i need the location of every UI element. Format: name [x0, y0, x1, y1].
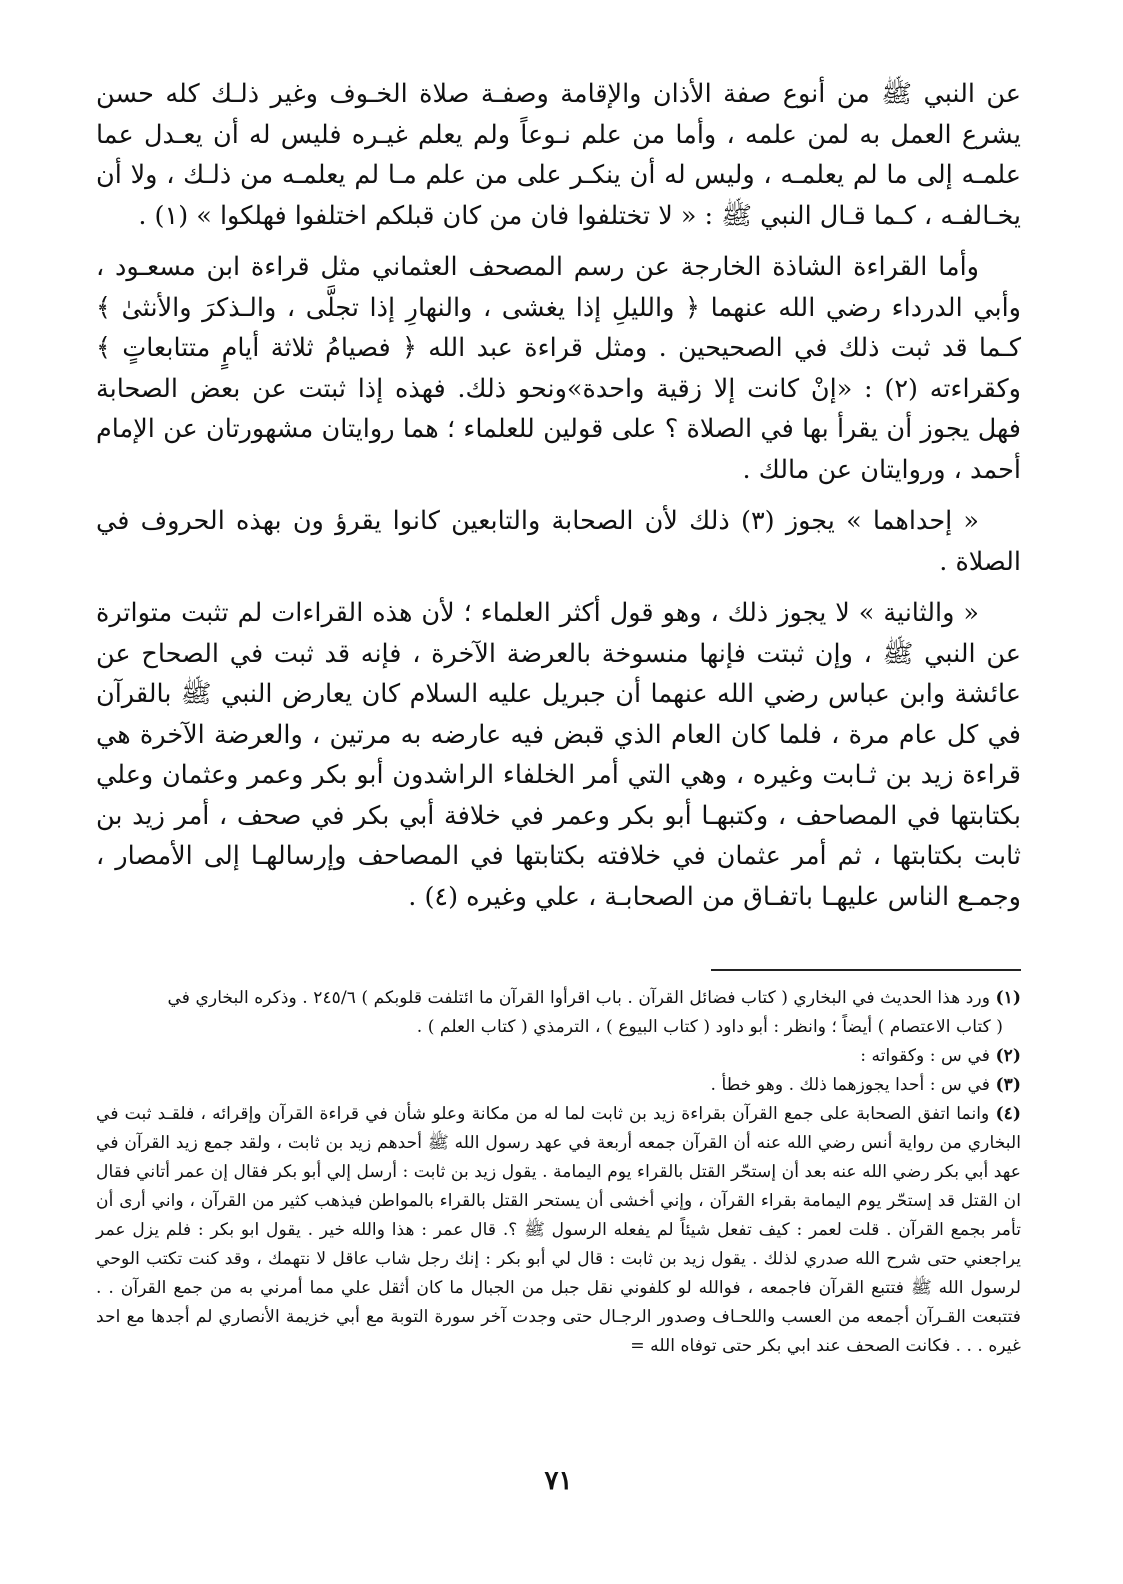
book-page	[96, 74, 1021, 1544]
page-number: ٧١	[544, 1466, 573, 1496]
footnote-text: وانما اتفق الصحابة على جمع القرآن بقراءة زيد بن ثابت لما له من مكانة وعلو شأن في قراءة القرآن وإقرائه ، فلقـد ثبت في البخاري من رواية أنس رضي الله عنه أن القرآن جمعه أربعة في عهد رسول الله ﷺ أحدهم زيد بن ثابت ، ولقد جمع زيد القرآن في عهد أبي بكر رضي الله عنه بعد أن إستحّر القتل بالقراء يوم اليمامة . يقول زيد بن ثابت : أرسل إلي أبو بكر فقال إن عمر أتاني فقال ان القتل قد إستحّر يوم اليمامة بقراء القرآن ، وإني أخشى أن يستحر القتل بالقراء بالمواطن فيذهب كثير من القرآن ، واني أرى أن تأمر بجمع القرآن . قلت لعمر : كيف تفعل شيئاً لم يفعله الرسول ﷺ ؟. قال عمر : هذا والله خير . يقول ابو بكر : فلم يزل عمر يراجعني حتى شرح الله صدري لذلك . يقول زيد بن ثابت : قال لي أبو بكر : إنك رجل شاب عاقل لا نتهمك ، وقد كنت تكتب الوحي لرسول الله ﷺ فتتبع القرآن فاجمعه ، فوالله لو كلفوني نقل جبل من الجبال ما كان أثقل علي مما أمرني به من جمع القرآن . . فتتبعت القـرآن أجمعه من العسب واللحـاف وصدور الرجـال حتى وجدت آخر سورة التوبة مع أبي خزيمة الأنصاري لم أجدها مع احد غيره . . . فكانت الصحف عند ابي بكر حتى توفاه الله =	[96, 1104, 1021, 1356]
body-paragraph: « والثانية » لا يجوز ذلك ، وهو قول أكثر العلماء ؛ لأن هذه القراءات لم تثبت متواترة عن النبي ﷺ ، وإن ثبتت فإنها منسوخة بالعرضة الآخرة ، فإنه قد ثبت في الصحاح عن عائشة وابن عباس رضي الله عنهما أن جبريل عليه السلام كان يعارض النبي ﷺ بالقرآن في كل عام مرة ، فلما كان العام الذي قبض فيه عارضه به مرتين ، والعرضة الآخرة هي قراءة زيد بن ثـابت وغيره ، وهي التي أمر الخلفاء الراشدون أبو بكر وعمر وعثمان وعلي بكتابتها في المصاحف ، وكتبهـا أبو بكر وعمر في خلافة أبي بكر في صحف ، أمر زيد بن ثابت بكتابتها ، ثم أمر عثمان في خلافته بكتابتها في المصاحف وإرسالهـا إلى الأمصار ، وجمـع الناس عليهـا باتفـاق من الصحابـة ، علي وغيره (٤) .	[96, 598, 1021, 912]
footnote-number: (٣)	[995, 1075, 1021, 1095]
footnote-separator	[711, 969, 1021, 971]
main-text	[96, 74, 1021, 917]
body-paragraph: « إحداهما » يجوز (٣) ذلك لأن الصحابة والتابعين كانوا يقرؤ ون بهذه الحروف في الصلاة .	[96, 506, 1021, 577]
footnote-number: (٤)	[995, 1104, 1021, 1124]
footnote-text: ( كتاب الاعتصام ) أيضاً ؛ وانظر : أبو داود ( كتاب البيوع ) ، الترمذي ( كتاب العلم ) .	[416, 1017, 1003, 1037]
footnote-text: ورد هذا الحديث في البخاري ( كتاب فضائل القرآن . باب اقرأوا القرآن ما ائتلفت قلوبكم ) ٢٤٥/٦ . وذكره البخاري في	[167, 988, 991, 1008]
footnote	[96, 1071, 1021, 1100]
body-paragraph: عن النبي ﷺ من أنوع صفة الأذان والإقامة وصفـة صلاة الخـوف وغير ذلـك كله حسن يشرع العمل به لمن علمه ، وأما من علم نـوعاً ولم يعلم غيـره فليس له أن يعـدل عما علمـه إلى ما لم يعلمـه ، وليس له أن ينكـر على من علم مـا لم يعلمـه من ذلـك ، ولا أن يخـالفـه ، كـما قـال النبي ﷺ : « لا تختلفوا فان من كان قبلكم اختلفوا فهلكوا » (١) .	[96, 79, 1021, 231]
footnote	[96, 1100, 1021, 1361]
footnotes	[96, 984, 1021, 1361]
body-paragraph: وأما القراءة الشاذة الخارجة عن رسم المصحف العثماني مثل قراءة ابن مسعـود ، وأبي الدرداء رضي الله عنهما ﴿ والليلِ إذا يغشى ، والنهارِ إذا تجلَّى ، والـذكرَ والأنثىٰ ﴾ كـما قد ثبت ذلك في الصحيحين . ومثل قراءة عبد الله ﴿ فصيامُ ثلاثة أيامٍ متتابعاتٍ ﴾ وكقراءته (٢) : «إنْ كانت إلا زقية واحدة»ونحو ذلك. فهذه إذا ثبتت عن بعض الصحابة فهل يجوز أن يقرأ بها في الصلاة ؟ على قولين للعلماء ؛ هما روايتان مشهورتان عن الإمام أحمد ، وروايتان عن مالك .	[96, 252, 1021, 485]
footnote	[96, 984, 1021, 1013]
footnote-continuation	[96, 1013, 1021, 1042]
footnote-number: (٢)	[995, 1046, 1021, 1066]
footnote	[96, 1042, 1021, 1071]
footnote-text: في س : وكقواته :	[860, 1046, 991, 1066]
footnote-number: (١)	[995, 988, 1021, 1008]
footnote-text: في س : أحدا يجوزهما ذلك . وهو خطأ .	[710, 1075, 991, 1095]
